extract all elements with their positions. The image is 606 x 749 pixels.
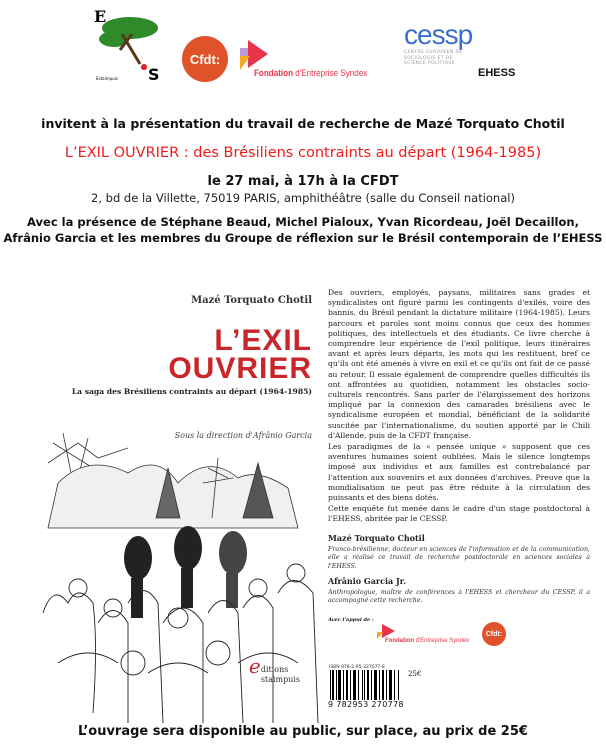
cover-direction: Sous la direction d'Afrânio Garcia	[174, 431, 312, 440]
publisher-line1: ditions	[260, 665, 289, 674]
support-label: Avec l'appui de :	[328, 617, 374, 623]
book-front-cover	[38, 283, 322, 726]
book-price: 25€	[408, 670, 422, 678]
publisher-e-mark: e	[248, 654, 261, 678]
author2-name: Afrânio Garcia Jr.	[328, 575, 407, 586]
logo-fondation-syndex	[240, 40, 400, 84]
cover-author: Mazé Torquato Chotil	[191, 295, 312, 306]
back-logo-syndex	[377, 624, 477, 646]
event-title: L’EXIL OUVRIER : des Brésiliens contraints au départ (1964-1985)	[64, 145, 542, 161]
cfdt-text: Cfdt:	[189, 51, 221, 67]
cover-publisher	[248, 654, 300, 685]
event-date: le 27 mai, à 17h à la CFDT	[207, 174, 399, 189]
cover-subtitle: La saga des Brésiliens contraints au départ (1964-1985)	[71, 387, 312, 396]
event-guests: Avec la présence de Stéphane Beaud, Michel Pialoux, Yvan Ricordeau, Joël Decaillon, Afrânio Garcia et les membres du Groupe de réflexion sur le Brésil contemporain de l’EHESS	[3, 215, 603, 245]
author1-name: Mazé Torquato Chotil	[328, 532, 425, 543]
event-address: 2, bd de la Villette, 75019 PARIS, amphithéâtre (salle du Conseil national)	[91, 191, 515, 205]
cessp-subtitle: CENTRE EUROPEEN DE SOCIOLOGIE ET DE SCIENCE POLITIQUE	[404, 50, 463, 66]
logo-cfdt	[182, 36, 228, 82]
syndex-bold: Fondation	[254, 68, 294, 79]
invitation-line: invitent à la présentation du travail de recherche de Mazé Torquato Chotil	[41, 116, 565, 131]
publisher-line2: staimpuis	[260, 675, 300, 684]
back-paragraph: Des ouvriers, employés, paysans, militaires sans grades et syndicalistes ont figuré parmi les contingents d'exilés, voire des bannis, du Brésil pendant la dictature militaire (1964-1985). Leurs parcours et paroles sont moins connus que ceux des hommes politiques, des intellectuels et des étudiants. Ce livre cherche à comprendre leur expérience de l'exil politique, leurs itinéraires avant et après leurs départs, les mots qui les restituent, bref ce qu'ils ont été amenés à vivre en exil et ce qu'ils ont fait de ce passé au retour. Il essaie également de comprendre quelles difficultés ils ont affrontées au quotidien, notamment les obstacles socio-culturels rencontrés. Sans parler de l'élargissement des horizons impliqué par la connexion des camarades brésiliens avec le syndicalisme européen et mondial, bénéficiant de la solidarité suscitée par l'internationalisme, du soutien apporté par le Chili d'Allende, puis de la CFDT française.	[328, 288, 590, 440]
availability-note: L’ouvrage sera disponible au public, sur place, au prix de 25€	[78, 724, 528, 739]
syndex-bold: Fondation	[385, 638, 414, 644]
back-paragraph: Les paradigmes de la « pensée unique » supposent que ces aventures humaines soient oubliées. Mais le silence longtemps imposé aux individus et aux familles est contrebalancé par l'attention aux souvenirs et aux données d'archives. Preuve que la mondialisation ne peut pas être réduite à la circulation des puissants et des biens dotés.	[328, 442, 590, 503]
cessp-text: cessp	[404, 19, 473, 50]
svg-text:S: S	[148, 65, 160, 82]
cover-title-line1: L’EXIL	[214, 324, 312, 357]
back-logo-cfdt	[482, 622, 506, 646]
syndex-rest: d'Entreprise Syndex	[414, 638, 470, 644]
logo-ehess: EHESS	[478, 67, 516, 79]
svg-text:E: E	[94, 7, 107, 26]
logo-cessp	[404, 20, 484, 84]
logo-editions-estaimpuis	[92, 6, 170, 82]
cover-title	[168, 324, 312, 385]
svg-text:Estaimpuis: Estaimpuis	[96, 76, 118, 81]
barcode-number: 9 782953 270778	[328, 700, 404, 709]
author1-bio: Franco-brésilienne, docteur en sciences de l'information et de la communication, elle a réalisé ce travail de recherche postdoctorale en sciences sociales à l'EHESS.	[328, 545, 590, 571]
cover-title-line2: OUVRIER	[168, 352, 312, 385]
back-paragraph: Cette enquête fut menée dans le cadre d'un stage postdoctoral à l'EHESS, abritée par le CESSP.	[328, 504, 590, 524]
author2-bio: Anthropologue, maître de conférences à l'EHESS et chercheur du CESSP, il a accompagné cette recherche.	[328, 588, 590, 605]
isbn: ISBN 978-2-95-327077-8	[329, 665, 385, 670]
cfdt-text: Cfdt:	[485, 630, 503, 638]
book-back-cover-text	[328, 288, 590, 606]
syndex-rest: d'Entreprise Syndex	[293, 68, 368, 79]
